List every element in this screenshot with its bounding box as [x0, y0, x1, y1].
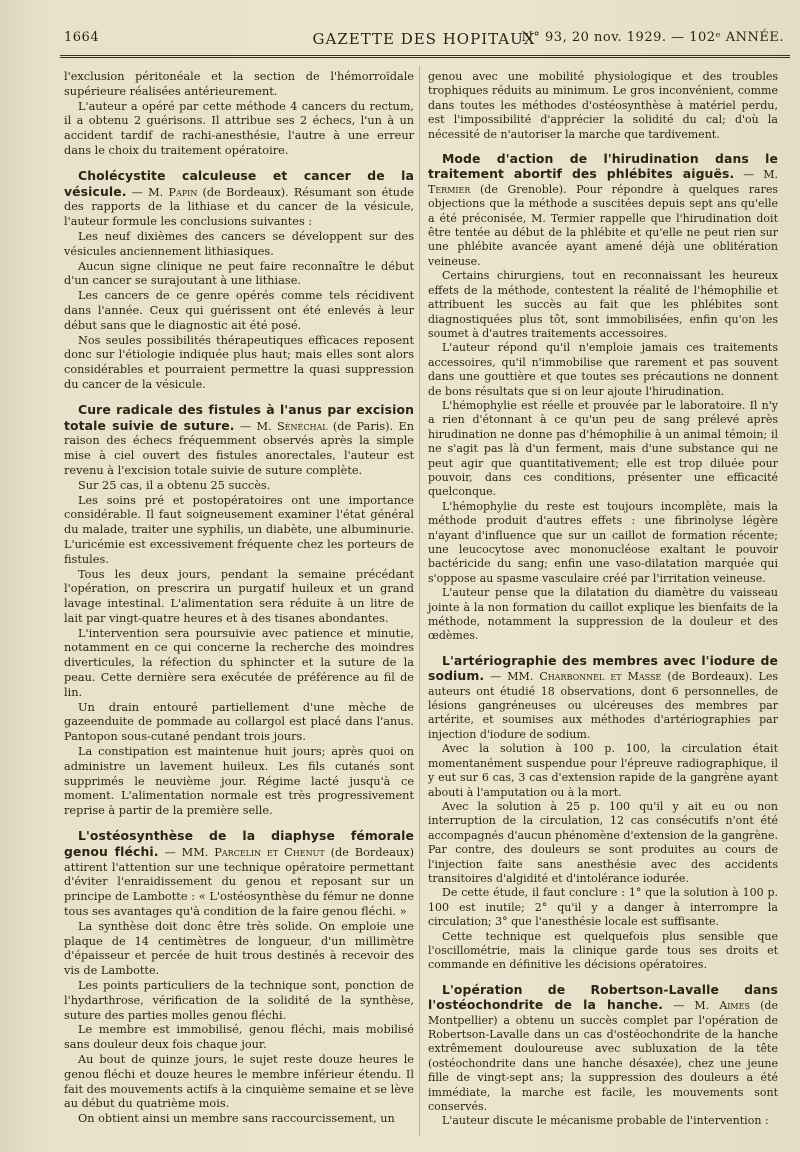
paragraph: L'hémophylie est réelle et prouvée par le laboratoire. Il n'y a rien d'étonnant à ce qu'un peu de sang prélevé après hirudination ne donne pas d'hémophilie à un animal témoin; il ne s'agit pas là d'un ferment, mais d'une substance qui ne peut agir que quantitativement; elle est trop diluée pour pouvoir, dans ces conditions, présenter une efficacité quelconque.: [428, 398, 778, 499]
paragraph: Les soins pré et postopératoires ont une importance considérable. Il faut soigneusement examiner l'état général du malade, traiter une syphilis, un diabète, une albuminurie. L'uricémie est excessivement fréquente chez les porteurs de fistules.: [64, 493, 414, 566]
paragraph: Les cancers de ce genre opérés comme tels récidivent dans l'année. Ceux qui guérissent ont été enlevés à leur début sans que le diagnostic ait été posé.: [64, 289, 414, 332]
article-lead: (de Grenoble). Pour répondre à quelques rares objections que la méthode a suscitées depuis sept ans qu'elle a été préconisée, M. Termier rappelle que l'hirudination doit être tentée au début de la phlébite et qu'elle ne peut rien sur une phlébite avancée ayant amené déjà une oblitération veineuse.: [428, 182, 778, 268]
paragraph: l'exclusion péritonéale et la section de l'hémorroïdale supérieure réalisées antérieurement.: [64, 70, 414, 98]
article-author: Termier: [428, 182, 471, 196]
paragraph: La synthèse doit donc être très solide. On emploie une plaque de 14 centimètres de longueur, d'un millimètre d'épaisseur et percée de huit trous destinés à recevoir des vis de Lambotte.: [64, 919, 414, 978]
paragraph: L'auteur pense que la dilatation du diamètre du vaisseau jointe à la non formation du caillot explique les bienfaits de la méthode, notamment la suppression de la douleur et des œdèmes.: [428, 586, 778, 643]
article-title: Mode d'action de l'hirudination dans le traitement abortif des phlébites aiguës.: [428, 151, 778, 182]
paragraph: Les points particuliers de la technique sont, ponction de l'hydarthrose, vérification de la solidité de la synthèse, suture des parties molles genou fléchi.: [64, 979, 414, 1022]
paragraph: Tous les deux jours, pendant la semaine précédant l'opération, on prescrira un purgatif huileux et un grand lavage intestinal. L'alimentation sera réduite à un litre de lait par vingt-quatre heures et à des tisanes abondantes.: [64, 567, 414, 625]
article-author: Papin: [168, 185, 198, 199]
paragraph: Aucun signe clinique ne peut faire reconnaître le début d'un cancer se surajoutant à une lithiase.: [64, 259, 414, 288]
paragraph: La constipation est maintenue huit jours; après quoi on administre un lavement huileux. Les fils cutanés sont supprimés le neuvième jour. Régime lacté jusqu'à ce moment. L'alimentation normale est très progressivement reprise à partir de la première selle.: [64, 745, 414, 818]
paragraph: De cette étude, il faut conclure : 1° que la solution à 100 p. 100 est inutile; 2° qu'il y a danger à interrompre la circulation; 3° que l'anesthésie locale est suffisante.: [428, 886, 778, 929]
article-hirudination: [428, 152, 778, 644]
right-column: [428, 70, 778, 1129]
paragraph: Au bout de quinze jours, le sujet reste douze heures le genou fléchi et douze heures le membre inférieur étendu. Il fait des mouvements actifs à la cinquième semaine et se lève au début du quatrième mois.: [64, 1053, 414, 1111]
paragraph: L'auteur répond qu'il n'emploie jamais ces traitements accessoires, qu'il n'immobilise que rarement et pas souvent dans une gouttière et que toutes ses précautions ne donnent de bons résultats que si on leur ajoute l'hirudination.: [428, 341, 778, 398]
column-divider: [419, 66, 420, 1136]
article-lead: (de Bordeaux) attirent l'attention sur une technique opératoire permettant d'éviter l'enraidissement du genou et reposant sur un principe de Lambotte : « L'ostéosynthèse du fémur ne donne tous ses avantages qu'à condition de la faire genou fléchi. »: [64, 845, 415, 919]
dash: — M.: [663, 999, 720, 1013]
article-osteosynthese: [64, 829, 414, 1127]
article-fistules: [64, 403, 414, 819]
paragraph: L'auteur discute le mécanisme probable de l'intervention :: [442, 1114, 769, 1128]
article-author: Charbonnel et Masse: [539, 670, 662, 684]
paragraph: Les neuf dixièmes des cancers se développent sur des vésicules anciennement lithiasiques.: [64, 229, 414, 258]
dash: — M.: [734, 168, 778, 182]
dash: — M.: [234, 419, 277, 433]
running-head: [64, 30, 784, 52]
article-cholecystite: [64, 169, 414, 393]
paragraph: Avec la solution à 25 p. 100 qu'il y ait eu ou non interruption de la circulation, 12 cas consécutifs n'ont été accompagnés d'aucun phénomène d'extension de la gangrène. Par contre, des douleurs se sont produites au cours de l'injection faite sans anesthésie avec des accidents transitoires d'algidité et d'intolérance iodurée.: [428, 799, 778, 885]
dash: — M.: [126, 185, 169, 199]
paragraph: L'hémophylie du reste est toujours incomplète, mais la méthode produit d'autres effets : une fibrinolyse légère n'ayant d'influence que sur un caillot de formation récente; une leucocytose avec mononucléose exaltant le pouvoir bactéricide du sang; enfin une vaso-dilatation marquée qui s'oppose au spasme vasculaire créé par l'irritation veineuse.: [428, 499, 778, 585]
article-lead: (de Bordeaux). Les auteurs ont étudié 18 observations, dont 6 personnelles, de lésions gangréneuses ou ulcéreuses des membres par artérite, et soumises aux méthodes d'artériographies par injection d'iodure de sodium.: [428, 670, 778, 741]
article-lead: (de Paris). En raison des échecs fréquemment observés après la simple mise à ciel ouvert des fistules anorectales, l'auteur est revenu à l'excision totale suivie de suture complète.: [64, 419, 414, 477]
article-author: Parcelin et Chenut: [214, 845, 325, 859]
article-lead: (de Bordeaux). Résumant son étude des rapports de la lithiase et du cancer de la vésicule, l'auteur formule les conclusions suivantes :: [64, 185, 414, 229]
journal-title: GAZETTE DES HOPITAUX: [312, 30, 536, 48]
article-author: Sénéchal: [276, 419, 328, 433]
paragraph: L'auteur a opéré par cette méthode 4 cancers du rectum, il a obtenu 2 guérisons. Il attribue ses 2 échecs, l'un à un accident tardif de rachi-anesthésie, l'autre à une erreur dans le choix du traitement opératoire.: [64, 99, 414, 157]
article-author: Aimes: [719, 999, 750, 1013]
paragraph: Cette technique est quelquefois plus sensible que l'oscillométrie, mais la clinique garde tous ses droits et commande en définitive les décisions opératoires.: [428, 929, 778, 972]
paragraph: genou avec une mobilité physiologique et des troubles trophiques réduits au minimum. Le gros inconvénient, comme dans toutes les méthodes d'ostéosynthèse à matériel perdu, est l'impossibilité d'apprécier la solidité du cal; d'où la nécessité de n'autoriser la marche que tardivement.: [428, 70, 778, 141]
article-title: L'opération de Robertson-Lavalle dans l'ostéochondrite de la hanche.: [428, 981, 778, 1013]
article-title: L'artériographie des membres avec l'iodure de sodium.: [428, 652, 778, 684]
dash: — MM.: [484, 670, 540, 684]
header-rule: [60, 55, 790, 58]
article-title: Cholécystite calculeuse et cancer de la vésicule.: [64, 167, 414, 199]
dash: — MM.: [158, 845, 215, 859]
article-robertson-lavalle: [428, 983, 778, 1129]
page-number: 1664: [64, 30, 100, 45]
article-lead: (de Montpellier) a obtenu un succès complet par l'opération de Robertson-Lavalle dans un cas d'ostéochondrite de la hanche extrêmement douloureuse avec subluxation de la tête (ostéochondrite dans une hanche désaxée), chez une jeune fille de vingt-sept ans; la suppression des douleurs a été immédiate, la marche est facile, les mouvements sont conservés.: [428, 999, 778, 1114]
paragraph: Nos seules possibilités thérapeutiques efficaces reposent donc sur l'étiologie indiquée plus haut; mais elles sont alors considérables et pourraient permettre la quasi suppression du cancer de la vésicule.: [64, 333, 414, 391]
paragraph: On obtient ainsi un membre sans raccourcissement, un: [78, 1112, 395, 1126]
paragraph: Sur 25 cas, il a obtenu 25 succès.: [78, 478, 271, 492]
paragraph: L'intervention sera poursuivie avec patience et minutie, notamment en ce qui concerne la recherche des moindres diverticules, la réfection du sphincter et la suture de la peau. Cette dernière sera exécutée de préférence au fil de lin.: [64, 626, 414, 699]
paragraph: Certains chirurgiens, tout en reconnaissant les heureux effets de la méthode, contestent la réalité de l'hémophilie et attribuent les succès au fait que les phlébites sont diagnostiquées plus tôt, sont immobilisées, enfin qu'on les soumet à d'autres traitements accessoires.: [428, 269, 778, 340]
paragraph: Un drain entouré partiellement d'une mèche de gazeenduite de pommade au collargol est placé dans l'anus. Pantopon sous-cutané pendant trois jours.: [64, 700, 414, 744]
issue-info: N° 93, 20 nov. 1929. — 102ᵉ ANNÉE.: [521, 30, 784, 45]
paragraph: Le membre est immobilisé, genou fléchi, mais mobilisé sans douleur deux fois chaque jour.: [64, 1023, 414, 1052]
article-arteriographie: [428, 654, 778, 973]
article-title: L'ostéosynthèse de la diaphyse fémorale genou fléchi.: [64, 828, 414, 859]
article-title: Cure radicale des fistules à l'anus par excision totale suivie de suture.: [64, 401, 414, 433]
paragraph: Avec la solution à 100 p. 100, la circulation était momentanément suspendue pour l'épreuve radiographique, il y eut sur 6 cas, 3 cas d'extension rapide de la gangrène ayant abouti à l'amputation ou à la mort.: [428, 742, 778, 799]
left-column: [64, 70, 414, 1127]
